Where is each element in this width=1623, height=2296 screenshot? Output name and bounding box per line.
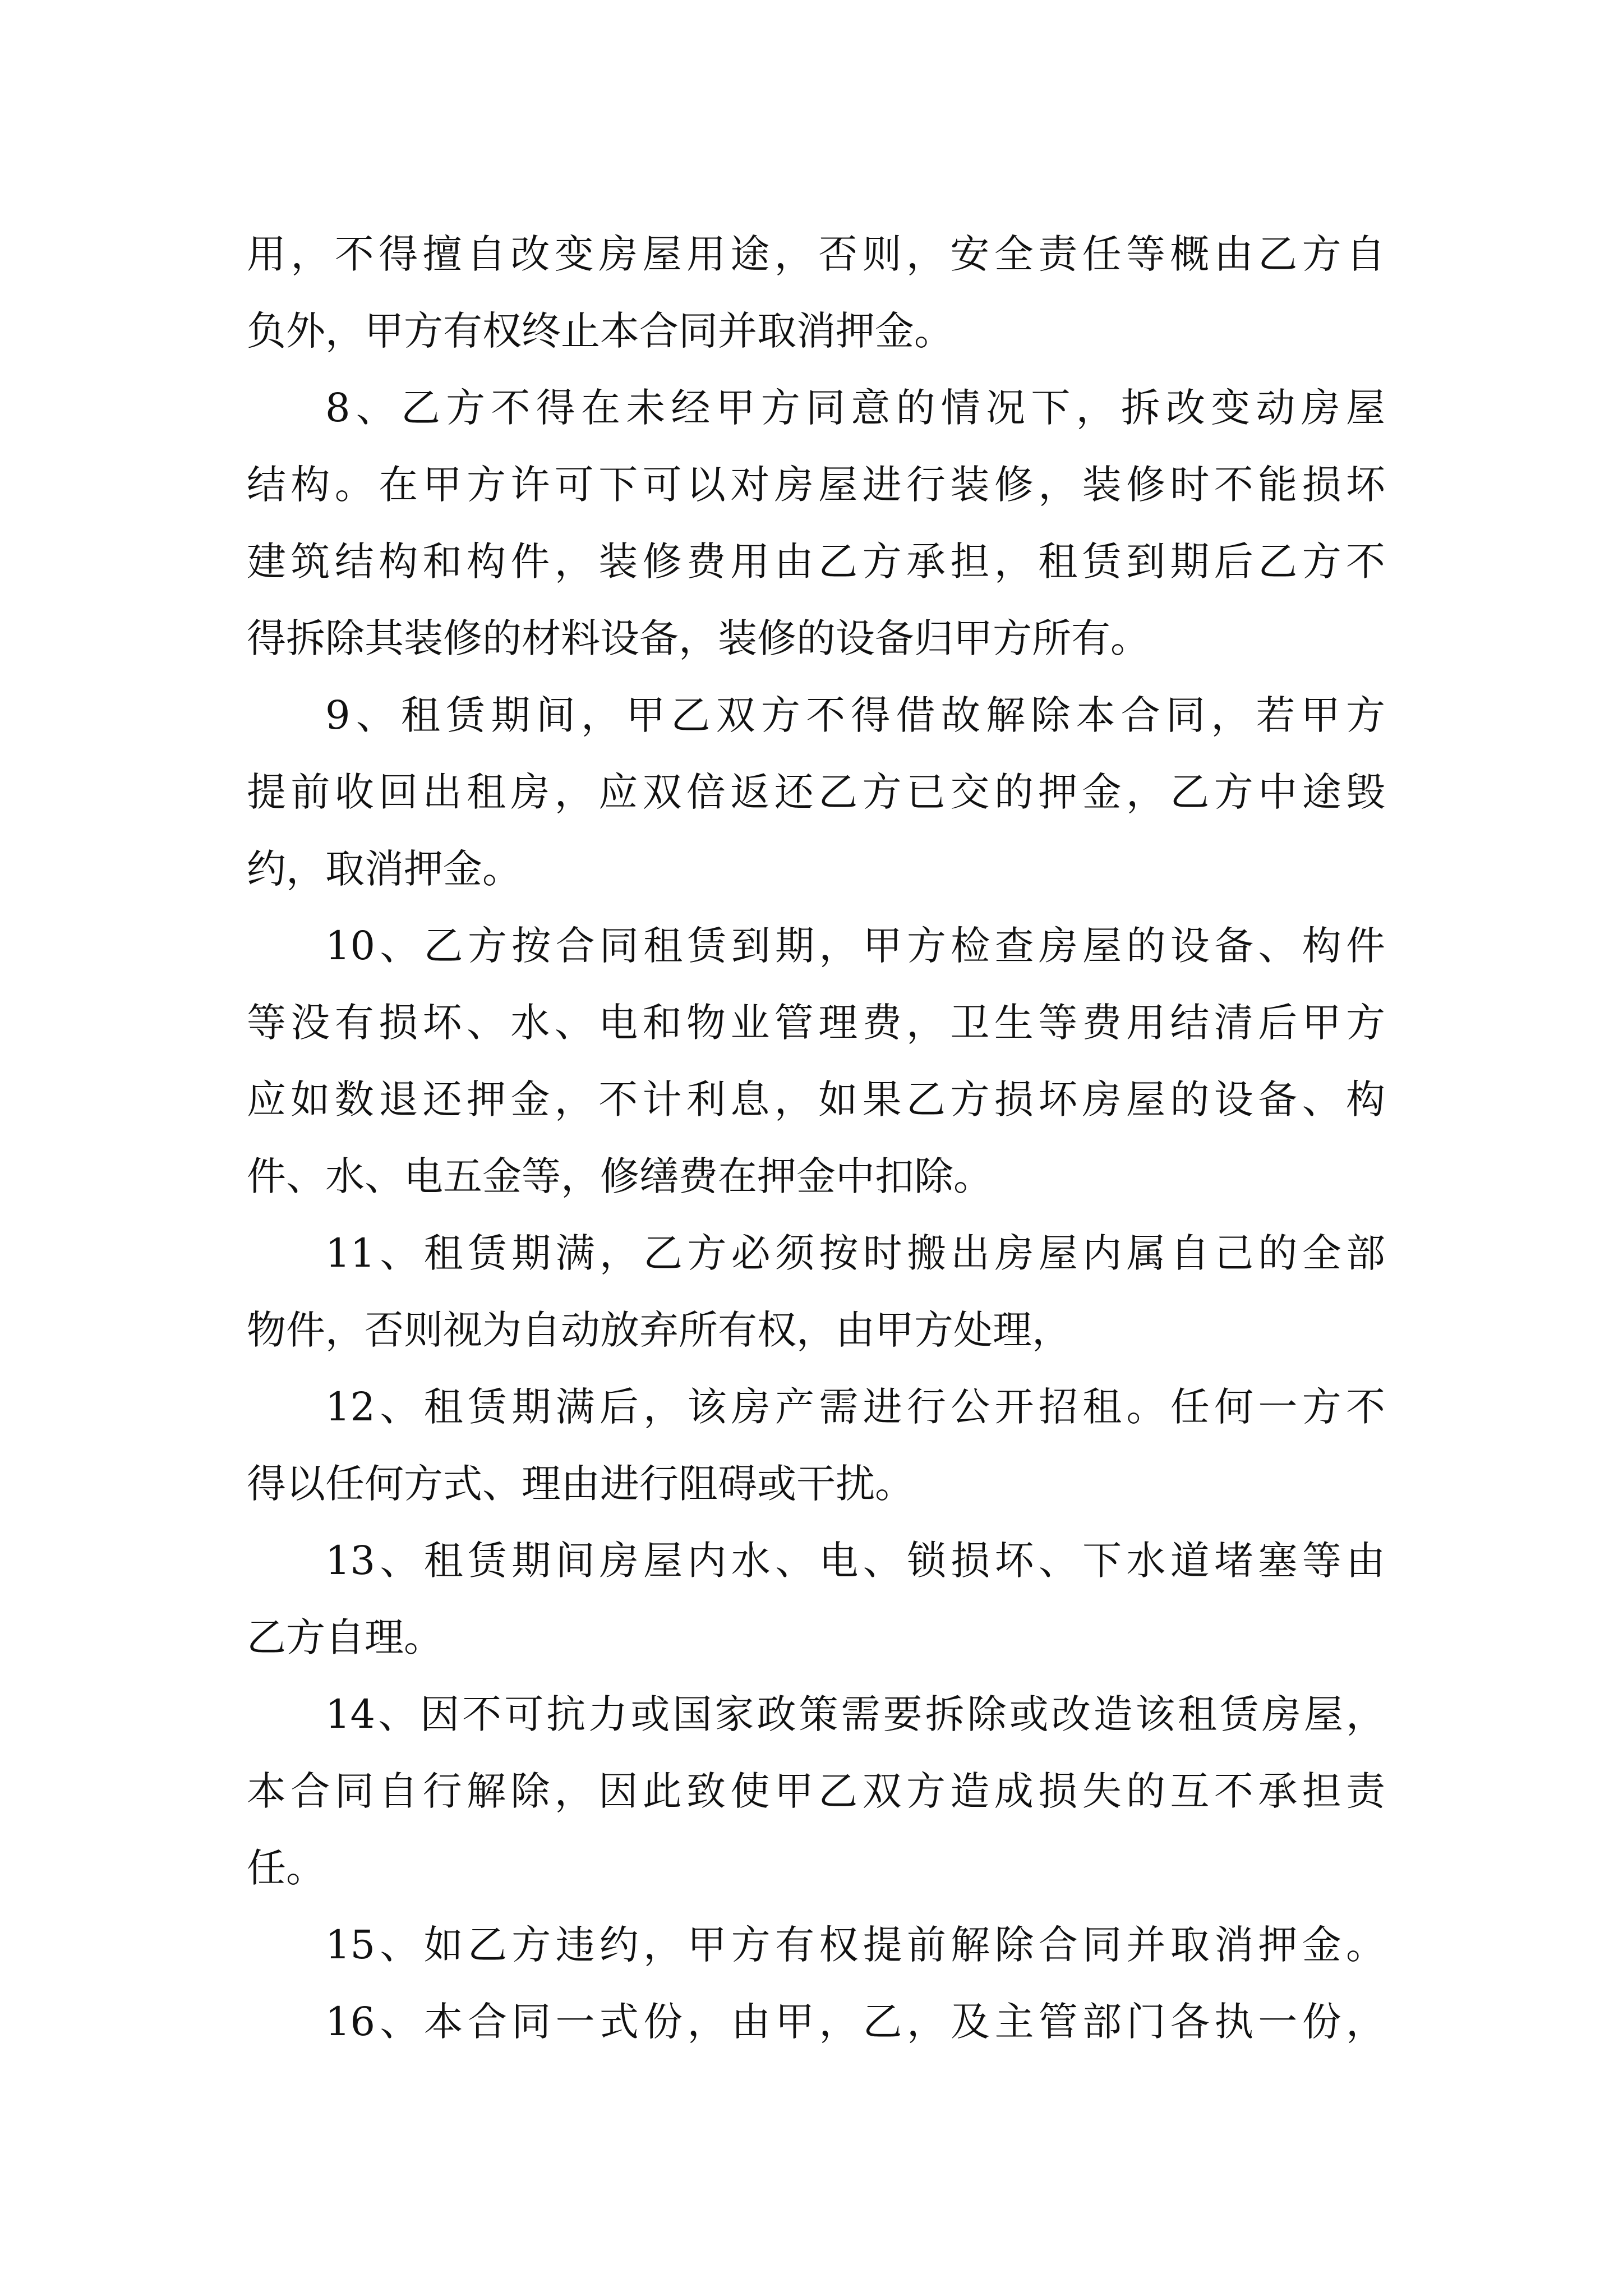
text-line: 建筑结构和构件，装修费用由乙方承担，租赁到期后乙方不: [247, 539, 1385, 585]
text-line: 任。: [247, 1845, 325, 1891]
text-line: 乙方自理。: [247, 1614, 443, 1660]
text-line: 10、乙方按合同租赁到期，甲方检查房屋的设备、构件: [325, 923, 1385, 969]
text-line: 13、租赁期间房屋内水、电、锁损坏、下水道堵塞等由: [325, 1538, 1385, 1584]
text-line: 11、租赁期满，乙方必须按时搬出房屋内属自己的全部: [325, 1230, 1385, 1276]
text-line: 约，取消押金。: [247, 846, 522, 892]
text-line: 15、如乙方违约，甲方有权提前解除合同并取消押金。: [325, 1922, 1385, 1968]
text-line: 结构。在甲方许可下可以对房屋进行装修，装修时不能损坏: [247, 462, 1385, 508]
text-line: 9、租赁期间，甲乙双方不得借故解除本合同，若甲方: [325, 692, 1385, 738]
text-line: 物件，否则视为自动放弃所有权，由甲方处理，: [247, 1307, 1071, 1353]
text-line: 14、因不可抗力或国家政策需要拆除或改造该租赁房屋，: [325, 1691, 1385, 1737]
text-line: 提前收回出租房，应双倍返还乙方已交的押金，乙方中途毁: [247, 769, 1385, 815]
text-line: 本合同自行解除，因此致使甲乙双方造成损失的互不承担责: [247, 1768, 1385, 1814]
text-line: 8、乙方不得在未经甲方同意的情况下，拆改变动房屋: [325, 385, 1385, 431]
text-line: 等没有损坏、水、电和物业管理费，卫生等费用结清后甲方: [247, 1000, 1385, 1046]
text-line: 12、租赁期满后，该房产需进行公开招租。任何一方不: [325, 1384, 1385, 1430]
document-body: [247, 216, 1385, 2060]
text-line: 应如数退还押金，不计利息，如果乙方损坏房屋的设备、构: [247, 1076, 1385, 1122]
text-line: 件、水、电五金等，修缮费在押金中扣除。: [247, 1153, 993, 1199]
text-line: 得拆除其装修的材料设备，装修的设备归甲方所有。: [247, 615, 1150, 661]
text-line: 16、本合同一式份，由甲，乙，及主管部门各执一份，: [325, 1999, 1385, 2045]
text-line: 得以任何方式、理由进行阻碍或干扰。: [247, 1461, 914, 1507]
text-line: 负外，甲方有权终止本合同并取消押金。: [247, 308, 953, 354]
text-line: 用，不得擅自改变房屋用途，否则，安全责任等概由乙方自: [247, 231, 1385, 277]
